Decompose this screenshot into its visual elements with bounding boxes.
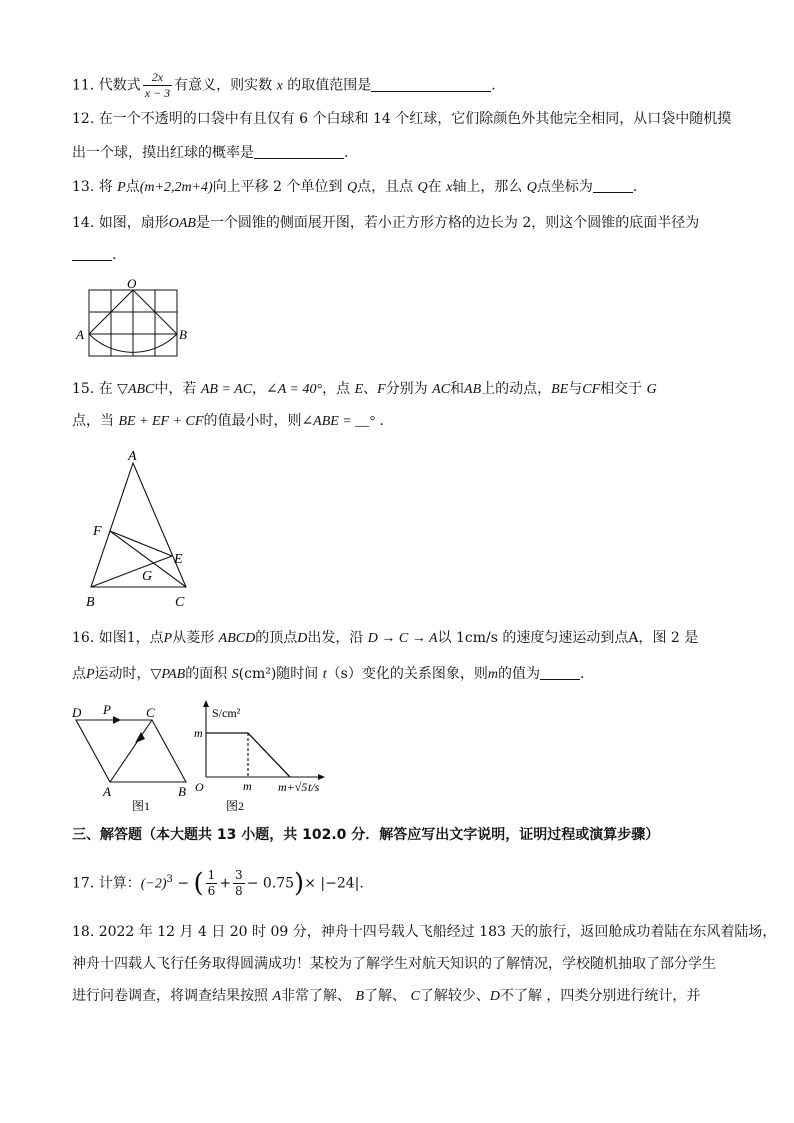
label-f: F <box>93 524 102 539</box>
section-heading: 三、解答题（本大题共 13 小题，共 102.0 分．解答应写出文字说明，证明过程或演算步骤） <box>72 827 660 843</box>
tick-m-x: m <box>243 779 252 793</box>
label-b: B <box>86 595 95 610</box>
sector-grid-figure <box>72 276 192 362</box>
question-14-line2: . <box>72 245 116 265</box>
question-15: 15. 在 ▽ABC中，若 AB = AC，∠A = 40°，点 E、F分别为 AC和AB上的动点，BE与CF相交于 G <box>72 381 657 397</box>
x-axis-label: t/s <box>308 780 320 794</box>
rhombus-figure-1 <box>66 700 196 818</box>
label-o: O <box>127 276 137 291</box>
question-18-line2: 神舟十四载人飞行任务取得圆满成功！某校为了解学生对航天知识的了解情况，学校随机抽取了部分学生 <box>72 956 716 972</box>
y-axis-label: S/cm² <box>212 706 241 720</box>
tick-m-sqrt5: m+√5 <box>278 780 308 794</box>
label-a: A <box>128 449 137 464</box>
caption-fig1: 图1 <box>132 799 151 813</box>
question-13: 13. 将 P点(m+2,2m+4)向上平移 2 个单位到 Q点，且点 Q在 x轴上，那么 Q点坐标为 . <box>72 179 638 195</box>
question-18-line3: 进行问卷调查，将调查结果按照 A非常了解、 B了解、 C了解较少、D不了解 ，四类分别进行统计，并 <box>72 988 701 1004</box>
question-18: 18. 2022 年 12 月 4 日 20 时 09 分，神舟十四号载人飞船经过 183 天的旅行，返回舱成功着陆在东风着陆场， <box>72 924 777 940</box>
label-c: C <box>146 705 155 720</box>
answer-blank[interactable] <box>72 246 112 261</box>
question-17: 17. 计算：$(-2)^3$ − ( $\frac{1}{6}$ + $\frac{3}{8}$ − 0.75)× |−24|. <box>72 868 364 899</box>
triangle-figure <box>80 446 200 611</box>
label-d: D <box>72 705 82 720</box>
question-12: 12. 在一个不透明的口袋中有且仅有 6 个白球和 14 个红球，它们除颜色外其他完全相同，从口袋中随机摸 <box>72 111 732 127</box>
y-axis-arrow <box>203 700 209 707</box>
fraction-1-6: $\frac{1}{6}$ <box>207 868 216 898</box>
label-p: P <box>103 702 111 717</box>
label-e: E <box>174 552 183 567</box>
diagonal-ca <box>110 720 152 782</box>
answer-blank[interactable] <box>593 178 633 193</box>
paren-right: ) <box>294 868 305 899</box>
label-g: G <box>142 569 153 584</box>
question-15-line2: 点，当 BE + EF + CF的值最小时，则∠ABE = __° . <box>72 413 384 429</box>
question-14: 14. 如图，扇形OAB是一个圆锥的侧面展开图，若小正方形方格的边长为 2，则这个圆锥的底面半径为 <box>72 215 700 231</box>
question-12-line2: 出一个球，摸出红球的概率是 . <box>72 145 349 161</box>
question-16: 16. 如图1，点P从菱形 ABCD的顶点D出发，沿 D → C → A以 1cm/s 的速度匀速运动到点A，图 2 是 <box>72 630 699 646</box>
fraction: $\frac{2x}{x - 3}$ <box>144 70 171 100</box>
question-11: 11. 代数式 $\frac{2x}{x - 3}$ 有意义，则实数 x 的取值范围是 . <box>72 70 496 100</box>
area-time-graph <box>190 700 330 818</box>
label-b: B <box>179 327 187 342</box>
paren-left: ( <box>193 868 204 899</box>
answer-blank[interactable] <box>371 77 491 92</box>
label-b: B <box>178 784 186 799</box>
arrow-dc <box>113 716 121 724</box>
label-c: C <box>175 595 185 610</box>
origin-label: O <box>195 780 204 794</box>
tick-m-y: m <box>194 726 203 740</box>
label-a: A <box>103 784 111 799</box>
segment-ef <box>110 531 172 556</box>
arrow-ca <box>135 732 145 743</box>
answer-blank[interactable] <box>254 144 344 159</box>
caption-fig2: 图2 <box>226 799 245 813</box>
segment-be <box>91 556 172 587</box>
label-a: A <box>76 327 84 342</box>
fraction-3-8: $\frac{3}{8}$ <box>235 868 243 898</box>
answer-blank[interactable] <box>540 665 580 680</box>
question-16-line2: 点P运动时，▽PAB的面积 S(cm²)随时间 t（s）变化的关系图象，则m的值为 . <box>72 666 585 682</box>
